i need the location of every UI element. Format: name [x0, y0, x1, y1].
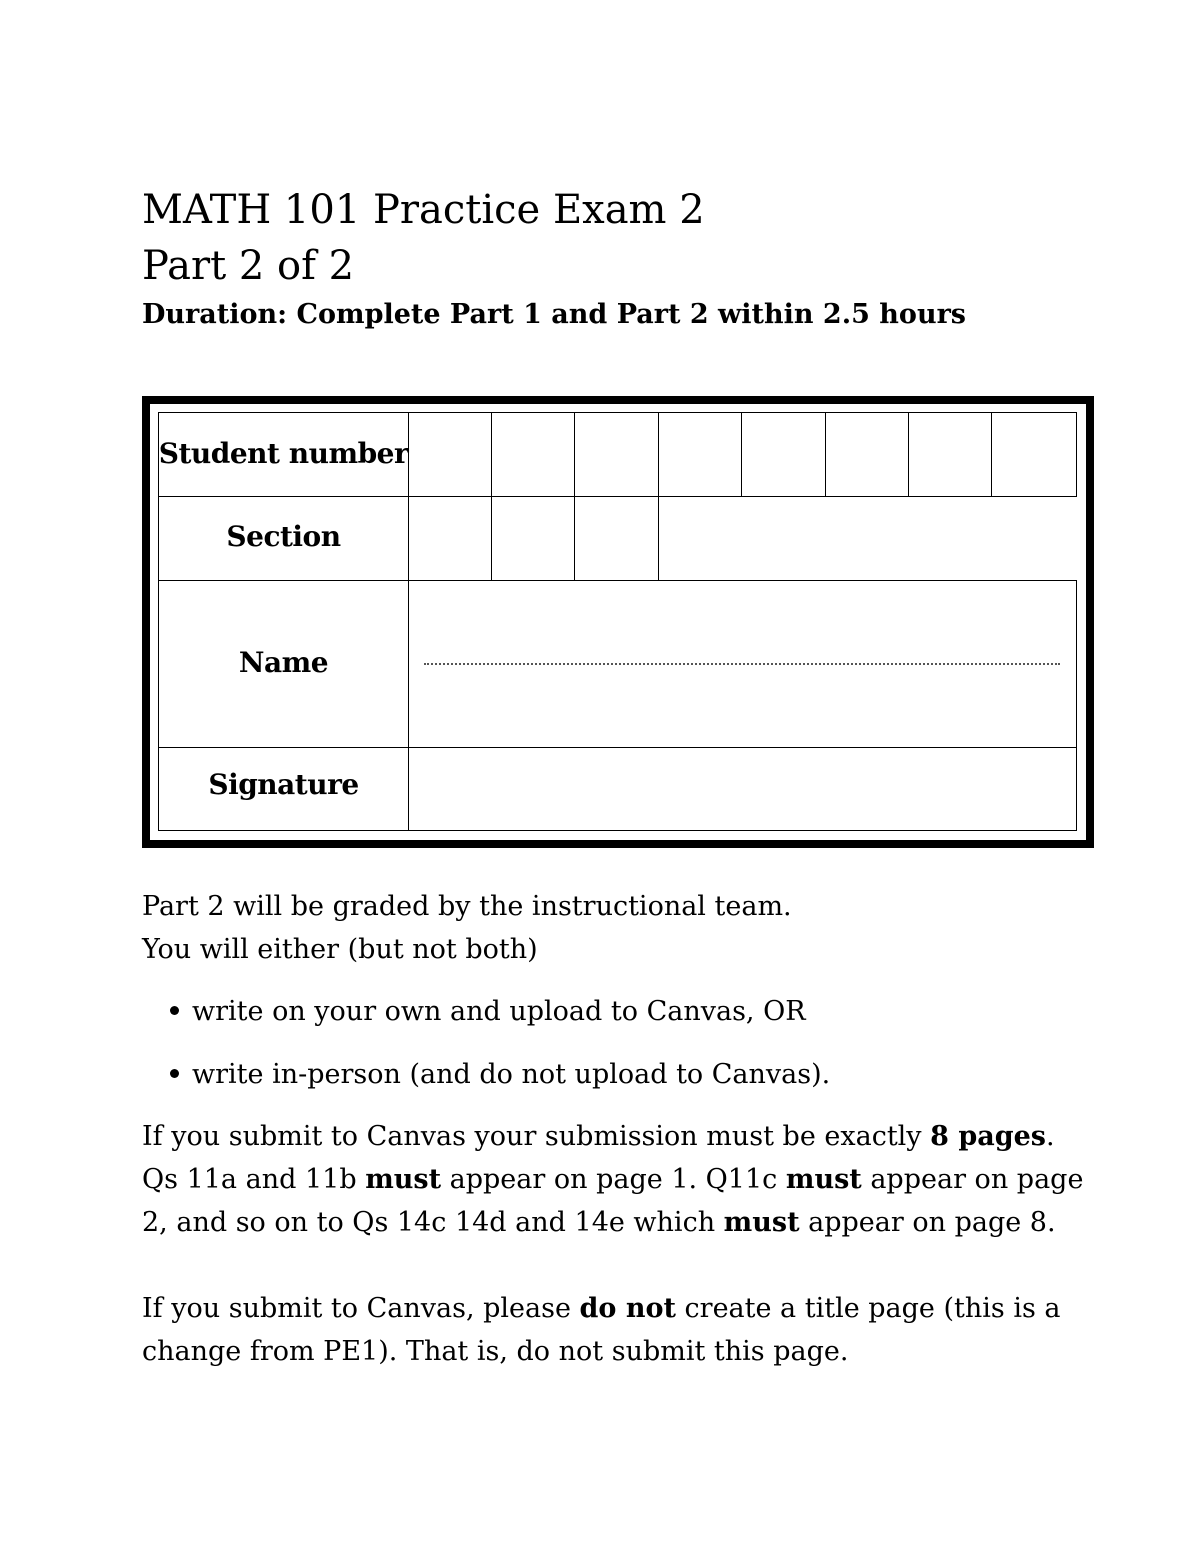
bullet-text: write in-person (and do not upload to Canvas).: [192, 1059, 831, 1090]
name-label: Name: [238, 646, 329, 679]
section-label: Section: [226, 520, 341, 553]
exam-title: MATH 101 Practice Exam 2: [142, 187, 705, 233]
student-number-box-7[interactable]: [908, 412, 992, 497]
bullet-icon: [170, 1006, 179, 1015]
section-blank-area: [658, 496, 1077, 581]
text-span: If you submit to Canvas your submission must be exactly: [142, 1121, 931, 1152]
student-number-label: Student number: [158, 437, 409, 470]
student-number-box-6[interactable]: [825, 412, 909, 497]
bold-text: must: [365, 1164, 442, 1195]
student-number-box-1[interactable]: [408, 412, 492, 497]
bold-text: 8 pages: [930, 1121, 1046, 1152]
either-note: You will either (but not both): [142, 934, 538, 965]
submission-rule-line-3: [142, 1201, 1056, 1244]
section-box-3[interactable]: [574, 496, 659, 581]
student-number-box-4[interactable]: [658, 412, 742, 497]
exam-part: Part 2 of 2: [142, 243, 355, 289]
student-number-box-5[interactable]: [741, 412, 826, 497]
bold-text: must: [785, 1164, 862, 1195]
text-span: .: [1045, 1121, 1055, 1152]
student-number-box-3[interactable]: [574, 412, 659, 497]
grading-note: Part 2 will be graded by the instructional team.: [142, 891, 792, 922]
text-span: appear on page: [861, 1164, 1084, 1195]
name-dotted-line: [424, 663, 1060, 665]
list-item: [170, 1058, 830, 1092]
text-span: create a title page (this is a: [675, 1293, 1061, 1324]
text-span: Qs 11a and 11b: [142, 1164, 366, 1195]
list-item: [170, 995, 806, 1029]
exam-duration: Duration: Complete Part 1 and Part 2 within 2.5 hours: [142, 299, 967, 330]
section-box-2[interactable]: [491, 496, 575, 581]
student-number-box-8[interactable]: [991, 412, 1077, 497]
title-page-note-line-1: [142, 1287, 1061, 1330]
signature-field[interactable]: [408, 747, 1077, 831]
text-span: appear on page 8.: [799, 1207, 1056, 1238]
student-number-box-2[interactable]: [491, 412, 575, 497]
bullet-text: write on your own and upload to Canvas, OR: [192, 996, 806, 1027]
submission-rule-line-2: [142, 1158, 1083, 1201]
bold-text: must: [723, 1207, 800, 1238]
title-page-note-line-2: change from PE1). That is, do not submit this page.: [142, 1336, 849, 1367]
bullet-icon: [170, 1069, 179, 1078]
text-span: 2, and so on to Qs 14c 14d and 14e which: [142, 1207, 724, 1238]
bold-text: do not: [579, 1293, 676, 1324]
text-span: appear on page 1. Q11c: [441, 1164, 786, 1195]
text-span: If you submit to Canvas, please: [142, 1293, 580, 1324]
submission-rule-line-1: [142, 1115, 1055, 1158]
section-box-1[interactable]: [408, 496, 492, 581]
signature-label: Signature: [208, 768, 359, 801]
